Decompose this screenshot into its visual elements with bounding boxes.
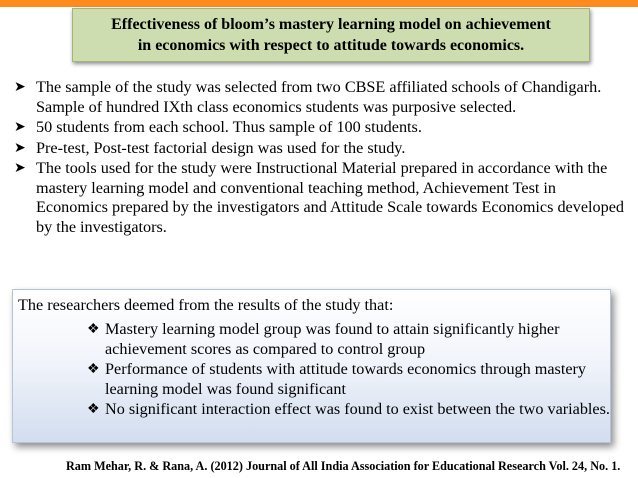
finding-text: Mastery learning model group was found to attain significantly higher achievement scores as compared to control group xyxy=(105,320,560,358)
finding-item xyxy=(87,320,612,359)
findings-list xyxy=(87,320,612,421)
findings-box xyxy=(12,289,611,443)
title-box xyxy=(72,8,590,62)
arrow-bullet-icon: ➤ xyxy=(14,120,26,135)
finding-text: No significant interaction effect was found to exist between the two variables. xyxy=(105,400,610,418)
title-line-2: in economics with respect to attitude towards economics. xyxy=(137,37,525,54)
title-line-1: Effectiveness of bloom’s mastery learning model on achievement xyxy=(111,16,551,33)
arrow-bullet-icon: ➤ xyxy=(14,80,26,95)
method-bullet-list xyxy=(14,78,624,238)
method-bullet-item xyxy=(14,78,624,117)
arrow-bullet-icon: ➤ xyxy=(14,161,26,176)
top-accent-bar xyxy=(0,0,638,7)
method-bullet-text: 50 students from each school. Thus sample of 100 students. xyxy=(36,118,422,136)
method-bullet-item xyxy=(14,139,624,159)
method-bullet-text: Pre-test, Post-test factorial design was used for the study. xyxy=(36,138,406,157)
diamond-bullet-icon: ❖ xyxy=(87,322,100,337)
method-bullet-item xyxy=(14,159,624,237)
diamond-bullet-icon: ❖ xyxy=(87,402,100,417)
findings-intro: The researchers deemed from the results of the study that: xyxy=(18,296,394,314)
finding-text: Performance of students with attitude towards economics through mastery learning model was found significant xyxy=(105,360,587,398)
method-bullet-item xyxy=(14,118,624,138)
arrow-bullet-icon: ➤ xyxy=(14,140,26,156)
finding-item xyxy=(87,360,612,399)
method-bullet-text: The tools used for the study were Instructional Material prepared in accordance with the mastery learning model and conventional teaching method, Achievement Test in Economics prepared by the investigators and Attitude Scale towards Economics developed by the investigators. xyxy=(36,159,624,236)
diamond-bullet-icon: ❖ xyxy=(87,362,100,377)
citation: Ram Mehar, R. & Rana, A. (2012) Journal of All India Association for Educational Research Vol. 24, No. 1. xyxy=(66,459,621,473)
method-bullet-text: The sample of the study was selected from two CBSE affiliated schools of Chandigarh. Sample of hundred IXth class economics students was purposive selected. xyxy=(36,78,602,116)
finding-item xyxy=(87,400,612,420)
